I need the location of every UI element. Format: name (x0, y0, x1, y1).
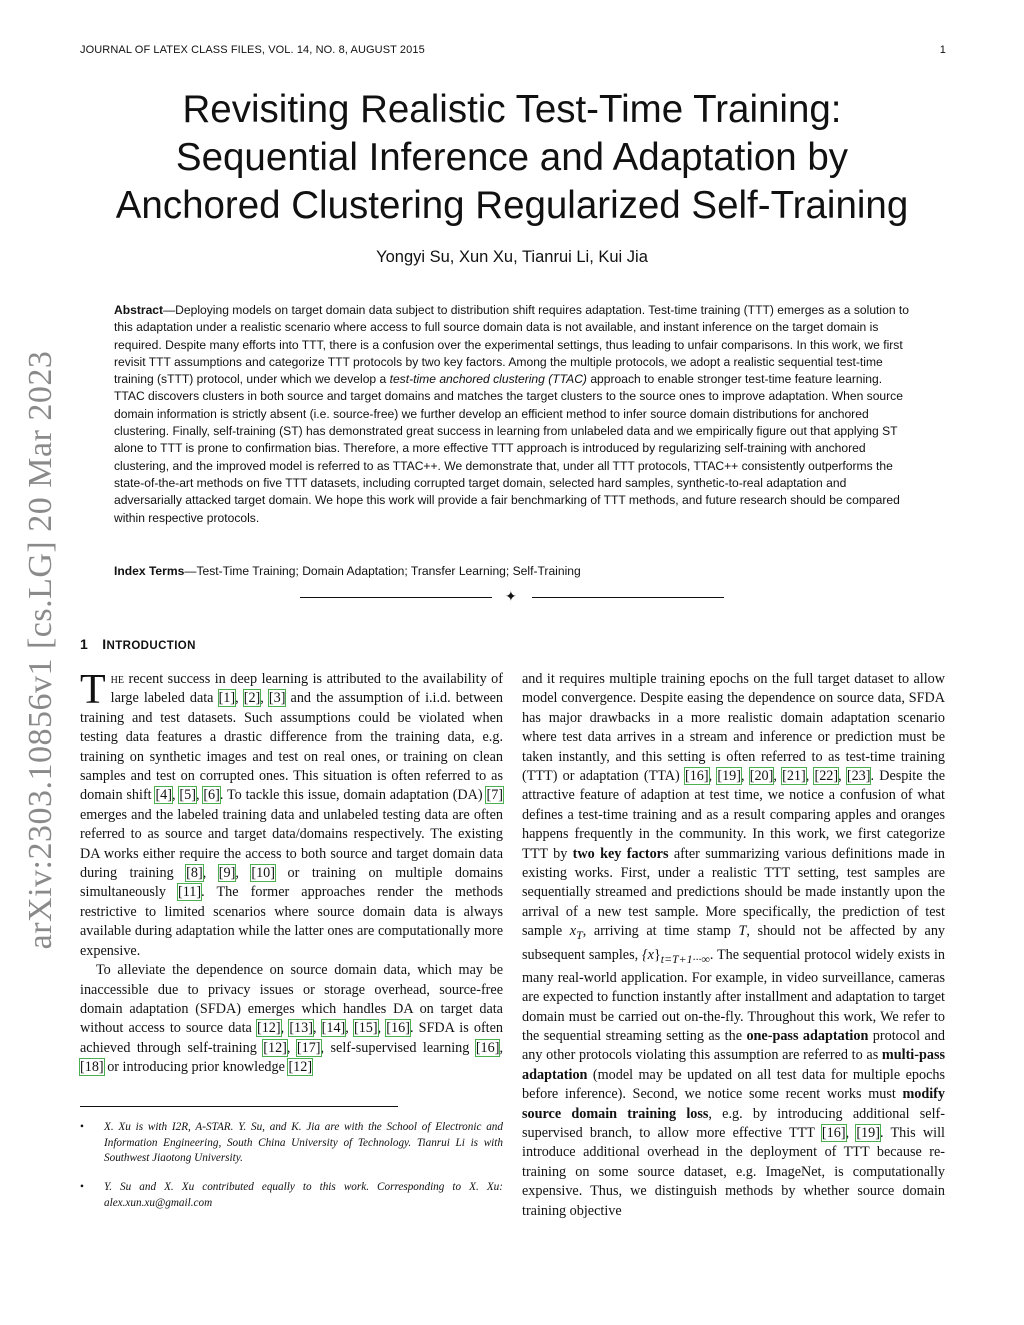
citation-link[interactable]: [15] (353, 1020, 378, 1037)
page-number: 1 (939, 44, 946, 56)
citation-link[interactable]: [2] (243, 690, 261, 707)
citation-link[interactable]: [8] (186, 865, 203, 882)
citation-link[interactable]: [21] (782, 768, 806, 785)
section-title-initial: I (102, 636, 107, 652)
footnote-contribution (80, 1180, 503, 1211)
abstract-dash: — (163, 303, 176, 317)
emphasis-one-pass: one-pass adaptation (746, 1027, 869, 1044)
footnote-affiliations (80, 1120, 503, 1167)
arxiv-stamp (6, 350, 76, 950)
paragraph-text: and the assumption of i.i.d. between training and test datasets. Such assumptions could be violated when testing data features a drastic difference from the training data, e.g. training on synthetic images and test on real ones, or training on clean samples and test on corrupted ones. This situation is often referred to as domain shift (80, 690, 504, 804)
bullet-icon: • (80, 1181, 84, 1193)
authors: Yongyi Su, Xun Xu, Tianrui Li, Kui Jia (376, 248, 648, 266)
citation-link[interactable]: [1] (218, 690, 236, 707)
citation-link[interactable]: [16] (386, 1020, 410, 1037)
citation-link[interactable]: [19] (717, 768, 741, 785)
paragraph-3: and it requires multiple training epochs on the full target dataset to allow model convergence. Despite easing the dependence on source data, SFDA has major drawbacks in a more realistic domain adaptation scenario where test data arrives in a stream and inference or prediction must be taken instantly, and this setting is often referred to as test-time training (TTT) or adaptation (TTA) [16], [19], [20], [21], [22], [23]. Despite the attractive feature of adaption at test time, we notice a confusion of what defines a test-time training and as a result comparing apples and oranges happens frequently in the community. In this work, we first categorize TTT by two key factors after summarizing various definitions made in existing works. First, under a realistic TTT setting, test samples are sequentially streamed and predictions should be made instantly upon the arrival of a new test sample. More specifically, the prediction of test sample $x_T$, arriving at time stamp T, should not be affected by any subsequent samples, $\{x\}_{t=T+1\cdot\cdot\cdot\infty}$. The sequential protocol widely exists in many real-world application. For example, in video surveillance, cameras are expected to function instantly after installment and adaptation to target domain must be carried out on-the-fly. Throughout this work, We refer to the sequential streaming setting as the one-pass adaptation protocol and any other protocols violating this assumption are referred to as multi-pass adaptation (model may be updated on all test data for multiple epochs before inference). Second, we notice some recent works must modify source domain training loss, e.g. by introducing additional self-supervised branch, to allow more effective TTT [16], [19]. This will introduce additional overhead in the deployment of TTT because re-training on some source dataset, e.g. ImageNet, is computationally expensive. Thus, we distinguish methods by whether source domain training objective (522, 671, 946, 1219)
paragraph-text: , self-supervised learning (320, 1039, 476, 1056)
dropcap-continuation: he (110, 671, 124, 687)
citation-link[interactable]: [7] (486, 787, 504, 804)
paragraph-2: To alleviate the dependence on source domain data, which may be inaccessible due to privacy issues or storage overhead, source-free domain adaptation (SFDA) emerges which handles DA on target data without access to source data [12], [13], [14], [15], [16]. SFDA is often achieved through self-training [12], [17], self-supervised learning [16], [18] or introducing prior knowledge [12] (80, 962, 504, 1076)
footnote-rule (80, 1106, 398, 1107)
paragraph-text: emerges and the labeled training data and unlabeled testing data are often referred to as source and target data/domains respectively. The existing DA works either require the access to both source and target domain data during training (80, 806, 503, 882)
paragraph-text: recent success in deep learning is attributed to the availability of large labeled data (110, 671, 503, 707)
math-T: T (738, 923, 747, 940)
citation-link[interactable]: [12] (256, 1020, 281, 1037)
citation-link[interactable]: [14] (321, 1020, 346, 1037)
paragraph-text: , e.g. by introducing additional self-supervised branch, to allow more effective TTT (522, 1105, 945, 1141)
citation-link[interactable]: [12] (288, 1059, 313, 1076)
dropcap: T (80, 667, 106, 713)
paragraph-text: To alleviate the dependence on source domain data, which may be inaccessible due to privacy issues or storage overhead, source-free domain adaptation (SFDA) emerges which handles DA on target data without access to source data (80, 962, 503, 1037)
emphasis-multi-pass: multi-pass adaptation (522, 1047, 945, 1083)
paragraph-text: . To tackle this issue, domain adaptation (DA) (219, 787, 487, 804)
citation-link[interactable]: [19] (856, 1125, 880, 1141)
abstract-method-name: test-time anchored clustering (TTAC) (389, 372, 587, 387)
footnote-text: Y. Su and X. Xu contributed equally to this work. Corresponding to X. Xu: alex.xun.xu@gmail.com (104, 1181, 503, 1209)
arxiv-identifier: arXiv:2303.10856v1 [cs.LG] 20 Mar 2023 (22, 350, 59, 950)
citation-link[interactable]: [22] (814, 768, 839, 785)
citation-link[interactable]: [16] (475, 1039, 500, 1056)
body-column-left (80, 667, 504, 1078)
citation-link[interactable]: [11] (178, 884, 202, 901)
bullet-icon: • (80, 1121, 84, 1133)
citation-link[interactable]: [3] (268, 690, 286, 707)
citation-link[interactable]: [17] (296, 1039, 321, 1056)
citation-link[interactable]: [6] (203, 787, 220, 804)
abstract (114, 302, 912, 527)
math-x: x (569, 923, 577, 940)
math-subscript-T: T (576, 928, 583, 943)
separator-line-left (300, 597, 492, 598)
math-set-close: } (653, 946, 661, 963)
paragraph-text: . The former approaches render the methods restrictive to limited scenarios where source domain data is always available during adaptation while the latter ones are computationally more expensive. (80, 884, 503, 959)
running-header (80, 44, 946, 56)
citation-link[interactable]: [16] (821, 1125, 846, 1141)
citation-link[interactable]: [13] (289, 1020, 313, 1037)
running-header-text: JOURNAL OF LATEX CLASS FILES, VOL. 14, NO. 8, AUGUST 2015 (80, 44, 425, 56)
section-heading (80, 636, 196, 652)
paragraph-text: or introducing prior knowledge (103, 1059, 289, 1076)
paragraph-text: and it requires multiple training epochs on the full target dataset to allow model convergence. Despite easing the dependence on source data, SFDA has major drawbacks in a more realistic domain adaptation scenario where test data arrives in a stream and inference or prediction must be taken instantly, and this setting is often referred to as test-time training (TTT) or adaptation (TTA) (522, 671, 945, 785)
citation-link[interactable]: [10] (251, 865, 275, 882)
section-title-rest: NTRODUCTION (106, 640, 196, 652)
paragraph-text: . This will introduce additional overhead in the deployment of TTT because re-training on some source dataset, e.g. ImageNet, is computationally expensive. Thus, we distinguish methods by whether source domain training objective (522, 1125, 945, 1219)
paragraph-text: . Despite the attractive feature of adaption at test time, we notice a confusion of what defines a test-time training and as a result comparing apples and oranges happens frequently in the community. In this work, we first categorize TTT by (522, 768, 946, 862)
index-terms (114, 563, 912, 580)
citation-link[interactable]: [9] (218, 865, 236, 882)
paragraph-1: The recent success in deep learning is attributed to the availability of large labeled data [1], [2], [3] and the assumption of i.i.d. between training and test datasets. Such assumptions could be violated when testing data features a drastic difference from the training data, e.g. training on synthetic images and test on real ones, or training on clean samples and test on corrupted ones. This situation is often referred to as domain shift [4], [5], [6]. To tackle this issue, domain adaptation (DA) [7] emerges and the labeled training data and unlabeled testing data are often referred to as source and target data/domains respectively. The existing DA works either require the access to both source and target domain data during training [8], [9], [10] or training on multiple domains simultaneously [11]. The former approaches render the methods restrictive to limited scenarios where source domain data is always available during adaptation while the latter ones are computationally more expensive. (80, 667, 504, 959)
paragraph-text: protocol and any other protocols violating this assumption are referred to as (522, 1027, 946, 1064)
paragraph-text: , arriving at time stamp (582, 923, 739, 940)
body-column-right (522, 670, 945, 1221)
index-terms-dash: — (184, 564, 197, 578)
emphasis-modify-loss: modify source domain training loss (522, 1086, 945, 1122)
title-line-3: Anchored Clustering Regularized Self-Training (115, 184, 909, 227)
citation-link[interactable]: [20] (749, 768, 774, 785)
index-terms-text: Test-Time Training; Domain Adaptation; Transfer Learning; Self-Training (196, 564, 581, 578)
paper-title (60, 86, 964, 230)
section-number: 1 (80, 636, 89, 652)
citation-link[interactable]: [5] (179, 787, 196, 804)
emphasis-two-key-factors: two key factors (572, 845, 669, 862)
title-line-1: Revisiting Realistic Test-Time Training: (182, 88, 842, 131)
abstract-label: Abstract (114, 303, 164, 317)
separator-diamond-icon: ✦ (505, 590, 517, 605)
math-set: {x (641, 946, 654, 963)
paragraph-text: (model may be updated on all test data for multiple epochs before inference). Second, we notice some recent works must (522, 1066, 945, 1103)
math-set-subscript: t=T+1···∞ (660, 951, 710, 966)
index-terms-label: Index Terms (114, 564, 185, 578)
citation-link[interactable]: [18] (80, 1059, 104, 1076)
footnote-text: X. Xu is with I2R, A-STAR. Y. Su, and K. Jia are with the School of Electronic and Information Engineering, South China University of Technology. Tianrui Li is with Southwest Jiaotong University. (104, 1121, 503, 1165)
citation-link[interactable]: [4] (155, 787, 172, 804)
abstract-text-1: Deploying models on target domain data subject to distribution shift requires adaptation. Test-time training (TTT) emerges as a solution to this adaptation under a realistic scenario where access to full source domain data is not available, and instant inference on the target domain is required. Despite many efforts into TTT, there is a confusion over the experimental settings, thus leading to unfair comparisons. In this work, we first revisit TTT assumptions and categorize TTT protocols by two key factors. Among the multiple protocols, we adopt a realistic sequential test-time training (sTTT) protocol, under which we develop a (114, 303, 909, 387)
paragraph-text: or training on multiple domains simultaneously (80, 865, 503, 901)
section-separator (300, 590, 724, 606)
separator-line-right (532, 597, 724, 598)
citation-link[interactable]: [16] (684, 768, 709, 785)
citation-link[interactable]: [12] (263, 1039, 287, 1056)
paragraph-text: after summarizing various definitions made in existing works. First, under a realistic TTT setting, test samples are sequentially streamed and predictions should be made instantly upon the arrival of a new test sample. More specifically, the prediction of test sample (522, 845, 945, 940)
citation-link[interactable]: [23] (846, 768, 871, 785)
paragraph-text: , should not be affected by any subsequent samples, (522, 923, 946, 963)
paragraph-text: . SFDA is often achieved through self-training (80, 1020, 504, 1056)
title-line-2: Sequential Inference and Adaptation by (175, 136, 849, 179)
paragraph-text: . The sequential protocol widely exists in many real-world application. For example, in video surveillance, cameras are expected to function instantly after installment and adaptation to target domain must be carried out on-the-fly. Throughout this work, We refer to the sequential streaming setting as the (522, 946, 945, 1044)
abstract-text-2: approach to enable stronger test-time feature learning. TTAC discovers clusters in both source and target domains and matches the target clusters to the source ones to improve adaptation. When source domain information is strictly absent (i.e. source-free) we further develop an efficient method to infer source domain distributions for anchored clustering. Finally, self-training (ST) has demonstrated great success in learning from unlabeled data and we empirically figure out that applying ST alone to TTT is prone to confirmation bias. Therefore, a more effective TTT approach is introduced by regularizing self-training with anchored clustering, and the improved model is referred to as TTAC++. We demonstrate that, under all TTT protocols, TTAC++ consistently outperforms the state-of-the-art methods on five TTT datasets, including corrupted target domain, selected hard samples, synthetic-to-real adaptation and adversarially attacked target domain. We hope this work will provide a fair benchmarking of TTT methods, and future research should be compared within respective protocols. (114, 372, 903, 525)
